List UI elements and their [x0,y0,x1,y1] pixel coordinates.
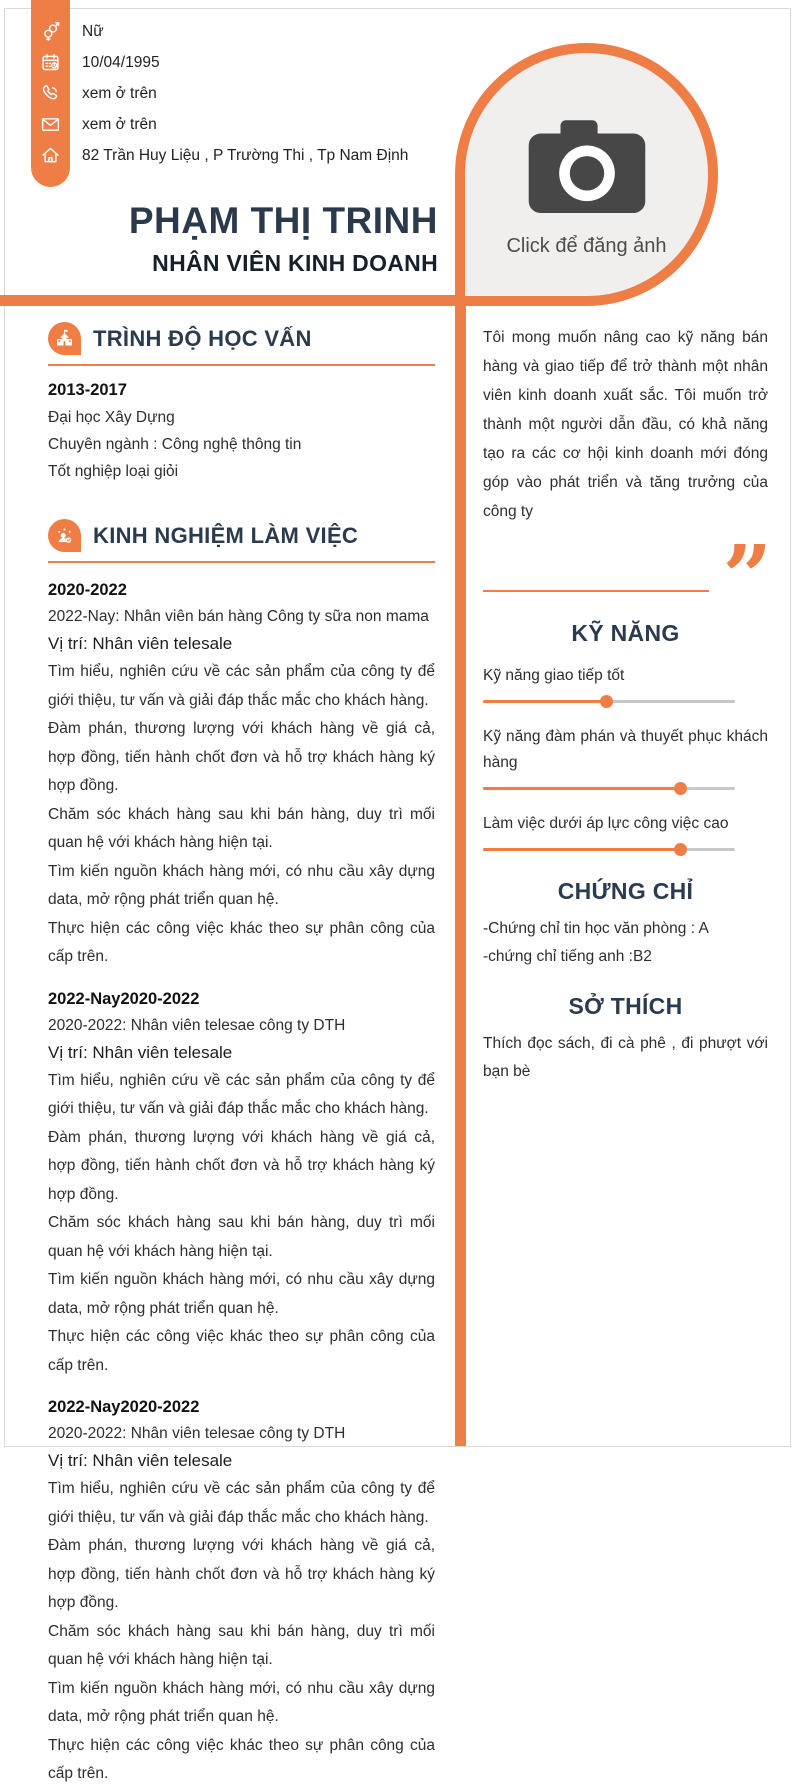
career-objective: Tôi mong muốn nâng cao kỹ năng bán hàng và giao tiếp để trở thành một nhân viên kinh doanh xuất sắc. Tôi muốn trở thành một người dẫn đầu, có khả năng tạo ra các cơ hội kinh doanh mới đóng góp vào phát triển và tăng trưởng của công ty [483,329,768,520]
experience-duty: Thực hiện các công việc khác theo sự phân công của cấp trên. [48,1736,435,1782]
certificates-list [483,915,768,971]
slider-fill [483,787,680,790]
experience-entry [48,986,435,1381]
experience-period: 2022-Nay2020-2022 [48,989,200,1008]
contact-row-phone [31,78,431,109]
birthday-value: 10/04/1995 [82,53,160,71]
skill-item [483,811,768,856]
certificates-heading: CHỨNG CHỈ [557,878,694,904]
address-value: 82 Trần Huy Liệu , P Trường Thi , Tp Nam Định [82,146,409,164]
experience-duty: Tìm hiểu, nghiên cứu về các sản phẩm của công ty để giới thiệu, tư vấn và giải đáp thắc mắc cho khách hàng. [48,1480,435,1526]
education-period: 2013-2017 [48,381,127,399]
photo-upload-placeholder[interactable] [455,43,718,306]
phone-icon [31,83,70,104]
gender-icon [31,21,70,42]
calendar-icon [31,52,70,73]
phone-value: xem ở trên [82,84,157,102]
education-icon [48,322,81,355]
experience-heading: KINH NGHIỆM LÀM VIỆC [93,522,359,548]
experience-position: Vị trí: Nhân viên telesale [48,634,233,653]
skill-item [483,663,768,708]
experience-entry [48,577,435,972]
slider-fill [483,700,606,703]
camera-icon [520,115,654,221]
experience-duty: Chăm sóc khách hàng sau khi bán hàng, duy trì mối quan hệ với khách hàng hiện tại. [48,1214,435,1260]
experience-position: Vị trí: Nhân viên telesale [48,1451,233,1470]
skills-heading: KỸ NĂNG [571,620,680,646]
experience-duty: Tìm hiểu, nghiên cứu về các sản phẩm của công ty để giới thiệu, tư vấn và giải đáp thắc mắc cho khách hàng. [48,1071,435,1117]
slider-fill [483,848,680,851]
quote-icon: ” [722,527,768,628]
education-heading: TRÌNH ĐỘ HỌC VẤN [93,325,312,351]
name-block [48,200,438,277]
right-column [483,323,768,1086]
experience-position: Vị trí: Nhân viên telesale [48,1042,233,1062]
hobbies-text: Thích đọc sách, đi cà phê , đi phượt với bạn bè [483,1035,768,1080]
objective-footer [483,527,768,628]
education-section-header [48,322,435,366]
objective-underline [483,590,709,592]
experience-entries [48,577,435,1789]
contact-list [31,16,431,171]
experience-period: 2020-2022 [48,581,127,599]
experience-duty: Chăm sóc khách hàng sau khi bán hàng, duy trì mối quan hệ với khách hàng hiện tại. [48,805,435,851]
education-school: Đại học Xây Dựng [48,409,175,426]
contact-row-birthday [31,47,431,78]
email-icon [31,114,70,135]
gender-value: Nữ [82,22,104,40]
skill-slider[interactable] [483,782,768,795]
experience-duty: Đàm phán, thương lượng với khách hàng về giá cả, hợp đồng, tiến hành chốt đơn và hỗ trợ khách hàng ký hợp đồng. [48,1128,435,1203]
experience-duty: Đàm phán, thương lượng với khách hàng về giá cả, hợp đồng, tiến hành chốt đơn và hỗ trợ khách hàng ký hợp đồng. [48,720,435,794]
education-major: Chuyên ngành : Công nghệ thông tin [48,436,302,453]
experience-duty: Thực hiện các công việc khác theo sự phân công của cấp trên. [48,919,435,965]
slider-handle[interactable] [674,782,687,795]
experience-company: 2020-2022: Nhân viên telesae công ty DTH [48,1425,346,1442]
education-grade: Tốt nghiệp loại giỏi [48,463,179,480]
candidate-job-title: NHÂN VIÊN KINH DOANH [152,249,438,276]
slider-handle[interactable] [600,695,613,708]
email-value: xem ở trên [82,115,157,133]
experience-duty: Đàm phán, thương lượng với khách hàng về giá cả, hợp đồng, tiến hành chốt đơn và hỗ trợ khách hàng ký hợp đồng. [48,1537,435,1611]
experience-duty: Thực hiện các công việc khác theo sự phân công của cấp trên. [48,1328,435,1374]
hobbies-heading: SỞ THÍCH [568,993,683,1019]
skill-slider[interactable] [483,843,768,856]
skill-slider[interactable] [483,695,768,708]
experience-entry [48,1394,435,1789]
skill-label: Kỹ năng giao tiếp tốt [483,667,625,684]
experience-icon [48,519,81,552]
experience-duty: Tìm hiểu, nghiên cứu về các sản phẩm của công ty để giới thiệu, tư vấn và giải đáp thắc mắc cho khách hàng. [48,663,435,709]
skill-label: Làm việc dưới áp lực công việc cao [483,815,729,832]
skill-item [483,724,768,795]
home-icon [31,145,70,166]
certificate-item: -Chứng chỉ tin học văn phòng : A [483,920,709,937]
experience-company: 2022-Nay: Nhân viên bán hàng Công ty sữa non mama [48,608,429,625]
left-column [48,322,435,1789]
skill-label: Kỹ năng đàm phán và thuyết phục khách hàng [483,728,768,771]
certificate-item: -chứng chỉ tiếng anh :B2 [483,948,652,965]
horizontal-divider [0,295,468,306]
education-details [48,404,435,485]
experience-duty: Tìm kiến nguồn khách hàng mới, có nhu cầu xây dựng data, mở rộng phát triển quan hệ. [48,1271,435,1317]
experience-company: 2020-2022: Nhân viên telesae công ty DTH [48,1016,346,1034]
experience-duty: Tìm kiến nguồn khách hàng mới, có nhu cầu xây dựng data, mở rộng phát triển quan hệ. [48,1679,435,1725]
experience-duty: Chăm sóc khách hàng sau khi bán hàng, duy trì mối quan hệ với khách hàng hiện tại. [48,1622,435,1668]
experience-section-header [48,519,435,563]
candidate-name: PHẠM THỊ TRINH [128,200,438,241]
contact-row-email [31,109,431,140]
experience-duty: Tìm kiến nguồn khách hàng mới, có nhu cầu xây dựng data, mở rộng phát triển quan hệ. [48,862,435,908]
contact-row-address [31,140,431,171]
vertical-divider [455,300,466,1446]
photo-caption: Click để đăng ảnh [506,235,667,257]
contact-row-gender [31,16,431,47]
slider-handle[interactable] [674,843,687,856]
experience-period: 2022-Nay2020-2022 [48,1398,200,1416]
